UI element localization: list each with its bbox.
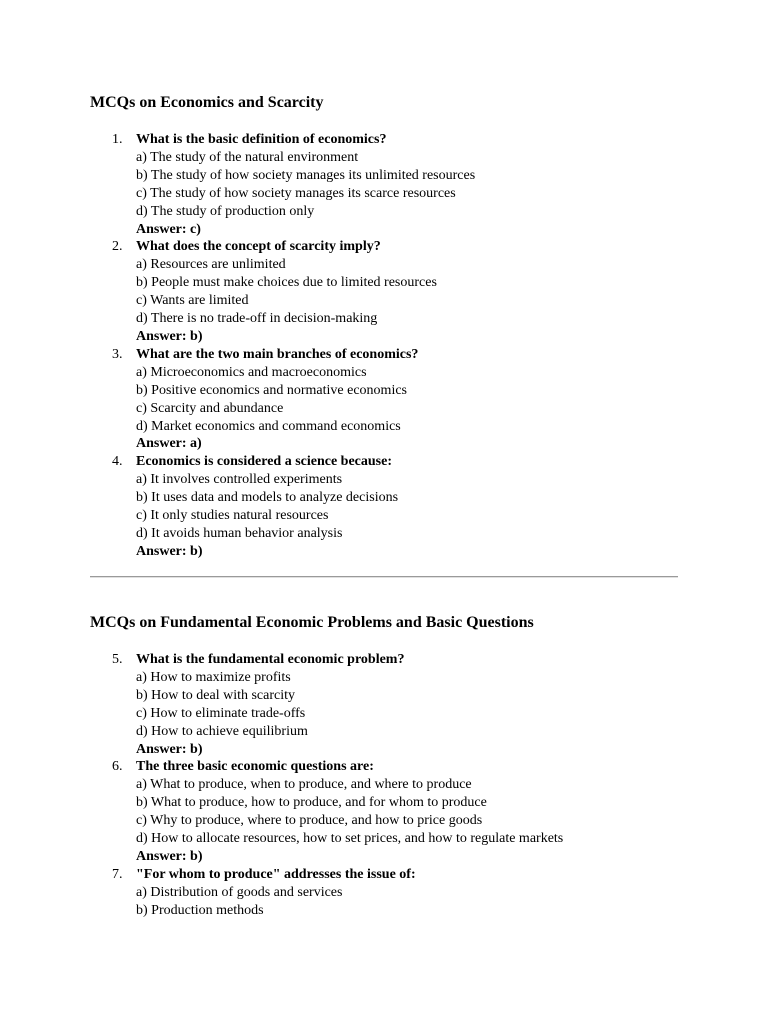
answer-text: Answer: b)	[136, 848, 203, 864]
option-c: c) The study of how society manages its scarce resources	[136, 185, 456, 201]
option-c: c) Wants are limited	[136, 293, 249, 309]
option-d: d) The study of production only	[136, 203, 315, 219]
section-divider	[90, 576, 678, 578]
option-b: b) It uses data and models to analyze decisions	[136, 490, 399, 506]
list-item	[90, 238, 475, 345]
question-list-section-1	[90, 131, 475, 561]
section-heading-economics-scarcity: MCQs on Economics and Scarcity	[90, 94, 324, 111]
list-item	[90, 453, 475, 560]
question-number: 1.	[112, 132, 123, 147]
question-text: What is the fundamental economic problem?	[136, 652, 405, 667]
list-item	[90, 346, 475, 453]
option-c: c) Scarcity and abundance	[136, 400, 284, 416]
question-list-section-2	[90, 651, 563, 920]
option-a: a) Microeconomics and macroeconomics	[136, 364, 367, 380]
option-d: d) There is no trade-off in decision-making	[136, 311, 378, 327]
answer-text: Answer: a)	[136, 436, 202, 452]
answer-text: Answer: c)	[136, 221, 201, 237]
option-a: a) Resources are unlimited	[136, 257, 286, 273]
question-number: 3.	[112, 346, 123, 362]
option-a: a) Distribution of goods and services	[136, 884, 343, 900]
question-text: What does the concept of scarcity imply?	[136, 239, 381, 255]
question-number: 5.	[112, 652, 123, 667]
option-d: d) Market economics and command economics	[136, 418, 401, 434]
option-c: c) It only studies natural resources	[136, 508, 329, 524]
answer-text: Answer: b)	[136, 741, 203, 757]
question-number: 4.	[112, 454, 123, 470]
question-text: The three basic economic questions are:	[136, 759, 374, 775]
option-d: d) How to allocate resources, how to set prices, and how to regulate markets	[136, 831, 564, 847]
question-number: 6.	[112, 759, 123, 775]
option-c: c) Why to produce, where to produce, and how to price goods	[136, 813, 483, 829]
option-a: a) What to produce, when to produce, and where to produce	[136, 777, 472, 793]
option-d: d) It avoids human behavior analysis	[136, 525, 343, 541]
option-b: b) Production methods	[136, 902, 264, 918]
option-d: d) How to achieve equilibrium	[136, 723, 308, 739]
list-item	[90, 758, 563, 865]
option-a: a) The study of the natural environment	[136, 149, 359, 165]
list-item	[90, 866, 563, 920]
option-b: b) The study of how society manages its unlimited resources	[136, 167, 476, 183]
list-item	[90, 131, 475, 238]
option-b: b) Positive economics and normative economics	[136, 382, 407, 398]
option-b: b) What to produce, how to produce, and for whom to produce	[136, 795, 487, 811]
question-text: What are the two main branches of economics?	[136, 346, 419, 362]
option-a: a) How to maximize profits	[136, 669, 291, 685]
question-text: What is the basic definition of economics?	[136, 132, 387, 147]
question-number: 7.	[112, 866, 123, 882]
question-text: Economics is considered a science because:	[136, 454, 392, 470]
option-a: a) It involves controlled experiments	[136, 472, 343, 488]
list-item	[90, 651, 563, 758]
section-heading-fundamental-problems: MCQs on Fundamental Economic Problems and Basic Questions	[90, 614, 534, 631]
answer-text: Answer: b)	[136, 328, 203, 344]
option-b: b) How to deal with scarcity	[136, 687, 296, 703]
option-b: b) People must make choices due to limited resources	[136, 275, 437, 291]
option-c: c) How to eliminate trade-offs	[136, 705, 306, 721]
question-text: "For whom to produce" addresses the issue of:	[136, 866, 416, 882]
answer-text: Answer: b)	[136, 543, 203, 559]
question-number: 2.	[112, 239, 123, 255]
